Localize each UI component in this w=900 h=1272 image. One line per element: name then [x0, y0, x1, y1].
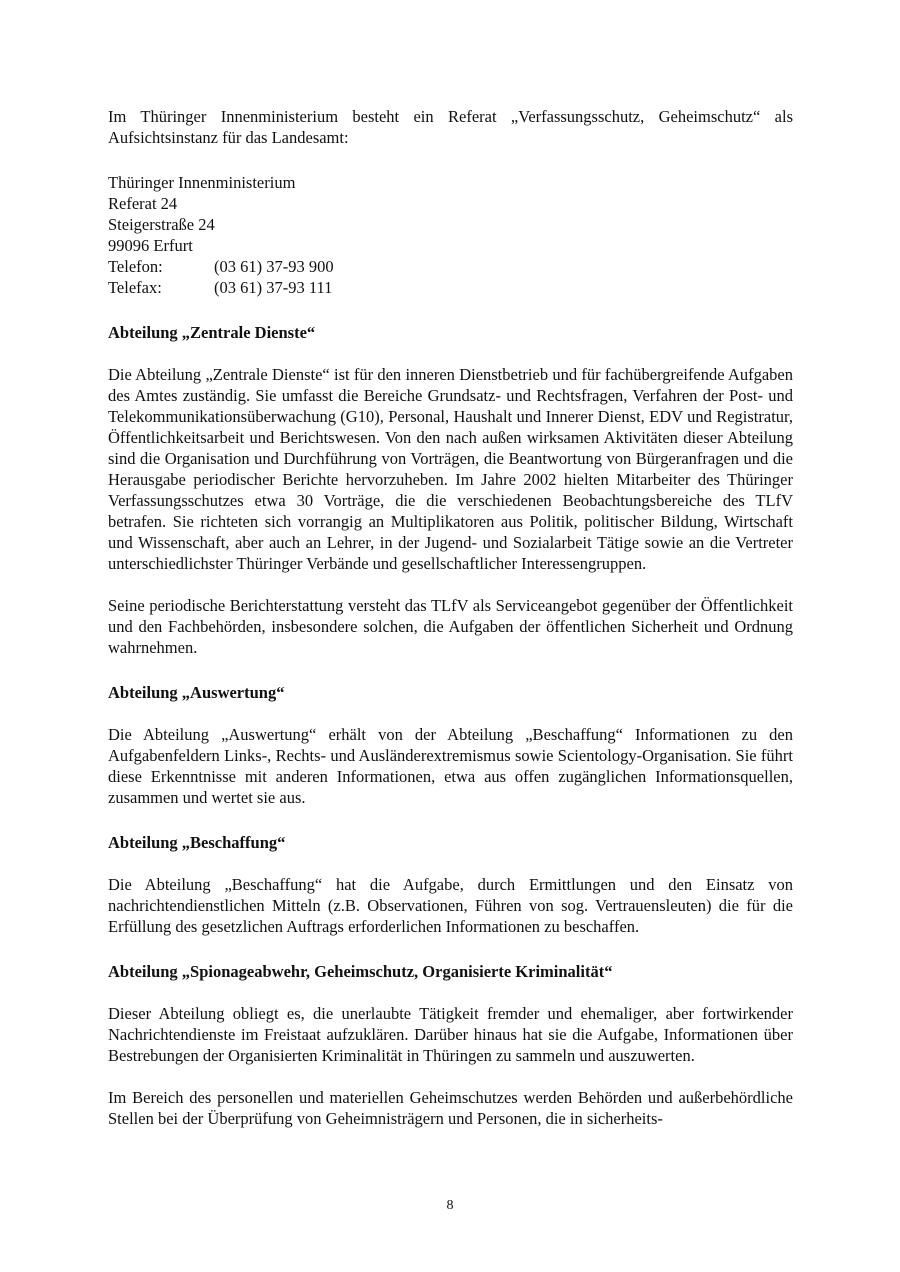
section-heading: Abteilung „Auswertung“: [108, 683, 285, 702]
page-number: 8: [446, 1198, 454, 1213]
fax-row: [108, 277, 793, 298]
address-line: Thüringer Innenministerium: [108, 173, 296, 192]
address-line: Referat 24: [108, 194, 178, 213]
body-paragraph: Die Abteilung „Beschaffung“ hat die Aufgabe, durch Ermittlungen und den Einsatz von nachrichtendienstlichen Mitteln (z.B. Observationen, Führen von sog. Vertrauensleuten) die für die Erfüllung des gesetzlichen Auftrags erforderlichen Informationen zu beschaffen.: [108, 875, 793, 936]
body-paragraph: Die Abteilung „Zentrale Dienste“ ist für den inneren Dienstbetrieb und für fachübergreifende Aufgaben des Amtes zuständig. Sie umfasst die Bereiche Grundsatz- und Rechtsfragen, Verfahren der Post- und Telekommunikationsüberwachung (G10), Personal, Haushalt und Innerer Dienst, EDV und Registratur, Öffentlichkeitsarbeit und Berichtswesen. Von den nach außen wirksamen Aktivitäten dieser Abteilung sind die Organisation und Durchführung von Vorträgen, die Beantwortung von Bürgeranfragen und die Herausgabe periodischer Berichte hervorzuheben. Im Jahre 2002 hielten Mitarbeiter des Thüringer Verfassungsschutzes etwa 30 Vorträge, die die verschiedenen Beobachtungsbereiche des TLfV betrafen. Sie richteten sich vorrangig an Multiplikatoren aus Politik, politischer Bildung, Wirtschaft und Wissenschaft, aber auch an Lehrer, in der Jugend- und Sozialarbeit Tätige sowie an die Vertreter unterschiedlichster Thüringer Verbände und gesellschaftlicher Interessengruppen.: [108, 365, 793, 573]
body-paragraph: Seine periodische Berichterstattung versteht das TLfV als Serviceangebot gegenüber der Öffentlichkeit und den Fachbehörden, insbesondere solchen, die Aufgaben der öffentlichen Sicherheit und Ordnung wahrnehmen.: [108, 596, 793, 657]
phone-row: [108, 256, 793, 277]
document-page: [108, 106, 793, 1150]
phone-label: Telefon:: [108, 257, 163, 276]
section-heading: Abteilung „Spionageabwehr, Geheimschutz, Organisierte Kriminalität“: [108, 962, 613, 981]
phone-number: (03 61) 37-93 900: [214, 257, 334, 276]
intro-paragraph: Im Thüringer Innenministerium besteht ein Referat „Verfassungsschutz, Geheimschutz“ als Aufsichtsinstanz für das Landesamt:: [108, 107, 793, 147]
address-block: [108, 172, 793, 298]
address-line: Steigerstraße 24: [108, 215, 215, 234]
fax-label: Telefax:: [108, 278, 162, 297]
fax-number: (03 61) 37-93 111: [214, 278, 333, 297]
body-paragraph: Im Bereich des personellen und materiellen Geheimschutzes werden Behörden und außerbehördliche Stellen bei der Überprüfung von Geheimnisträgern und Personen, die in sicherheits-: [108, 1088, 793, 1128]
body-paragraph: Dieser Abteilung obliegt es, die unerlaubte Tätigkeit fremder und ehemaliger, aber fortwirkender Nachrichtendienste im Freistaat aufzuklären. Darüber hinaus hat sie die Aufgabe, Informationen über Bestrebungen der Organisierten Kriminalität in Thüringen zu sammeln und auszuwerten.: [108, 1004, 793, 1065]
section-heading: Abteilung „Zentrale Dienste“: [108, 323, 316, 342]
body-paragraph: Die Abteilung „Auswertung“ erhält von der Abteilung „Beschaffung“ Informationen zu den Aufgabenfeldern Links-, Rechts- und Ausländerextremismus sowie Scientology-Organisation. Sie führt diese Erkenntnisse mit anderen Informationen, etwa aus offen zugänglichen Informationsquellen, zusammen und wertet sie aus.: [108, 725, 793, 807]
address-line: 99096 Erfurt: [108, 236, 193, 255]
section-heading: Abteilung „Beschaffung“: [108, 833, 286, 852]
